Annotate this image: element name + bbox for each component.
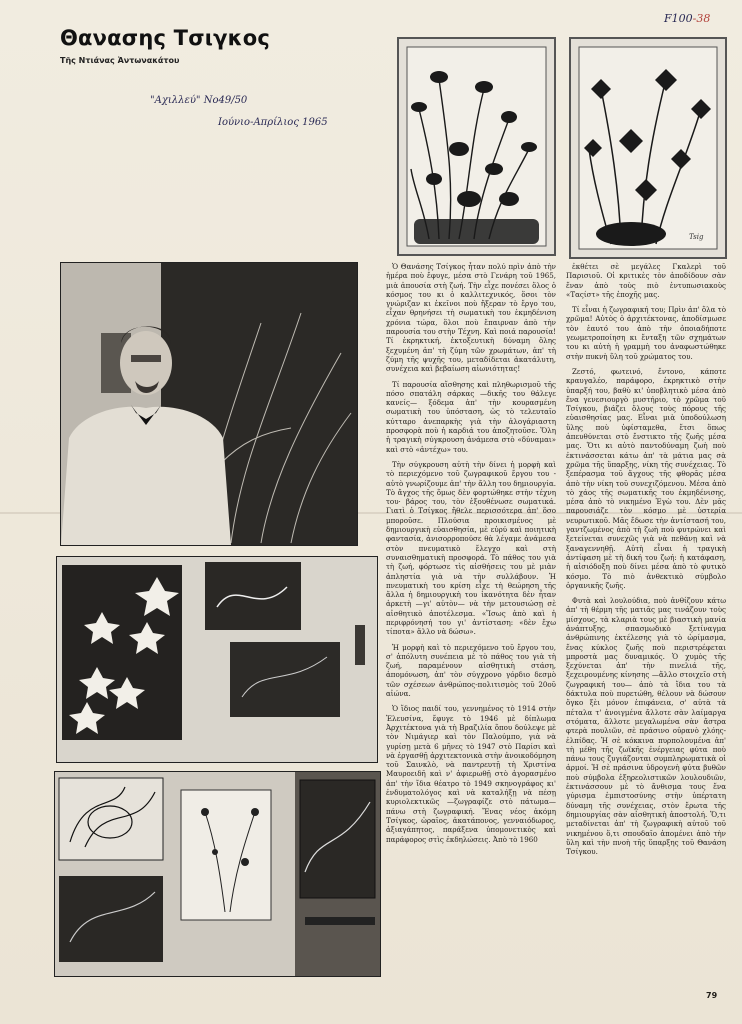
article-column-1	[386, 262, 556, 992]
article-paragraph: Τὴν σύγκρουση αὐτὴ τὴν δίνει ἡ μορφὴ καὶ τὸ περιεχόμενο τοῦ ζωγραφικοῦ ἔργου του - αὐτὸ γνωρίζουμε ἀπ' τὴν ἄλλη του δημιουργία. Τὸ ἄγχος τῆς ὅμως δὲν φορτώθηκε στὴν τέχνη του· βάρος του, τὸν ἐξουθένωσε σωματικά. Γιατὶ ὁ Τσίγκος ἤθελε περισσότερα ἀπ' ὅσο μποροῦσε. Πλούσια προικισμένος μὲ δημιουργικὴ εὐαισθησία, μὲ εὐρύ καὶ ποιητικὴ φαντασία, ἀνισορροπούσε θὰ λέγαμε ἀνάμεσα στὸν πνευματικὸ ἔλεγχο καὶ στὴ συναισθηματικὴ προσφορά. Τὸ πάθος του γιὰ τὴ ζωή, φόρτωσε τὶς αἰσθήσεις του μὲ μιὰν ἀπληστία γιὰ νὰ τὴν συλλάβουν. Ἡ πνευματικὴ του κρίση εἶχε τὴ θεώρηση τῆς ἄλλα ἡ δημιουργικὴ του ἱκανότητα δὲν ἦταν ἀρκετὴ —γι' αὐτὸν— νὰ τὴν μετουσιώσῃ σὲ αἰσθητικὸ ἀποτέλεσμα. «Ἴσως ἀπὸ καὶ ἡ περιφρόνησή του γι' ἀντίσταση: «δὲν ἔχω τίποτα» ἄλλο νὰ δώσω».	[386, 459, 556, 637]
article-paragraph: Φυτὰ καὶ λουλούδια, ποὺ ἀνθίζουν κάτω ἀπ' τὴ θέρμη τῆς ματιᾶς μας τινάζουν τοὺς μίσχους, τὰ κλαριὰ τους μὲ βιαστικὴ μανία ἀνάπτυξης, σπασμωδικὸ ξετίναγμα ἀνθρώπινης ἐκτέλεσης γιὰ τὸ ὡρίμασμα, ἕνας κύκλος ζωῆς ποὺ περιστρέφεται μπροστὰ μας δυναμικός. Ὁ χυμὸς τῆς ξεχύνεται ἀπ' τὴν πινελιά τῆς, ξεχειρουμένης κίνησης —ἄλλο στοιχεῖο στὴ ζωγραφική του— ἀπὸ τὰ ἴδια του τὰ δάκτυλα ποὺ πυρετώθη, θέλουν νὰ δώσουν ὄγκο ξὲι μόνον ἐπιφάνεια, σ' αὐτὰ τὰ πέταλα τ' ἀνοιγμένα ἄλλοτε σὰν λαίμαργα στόματα, ἄλλοτε μεγαλωμένα σὰν ἄστρα φτερὰ πουλιῶν, σὲ πράσινο οὐρανὸ χλόης-ἐλπίδας. Ἡ σὲ κόκκινα πυρπολουμένα ἀπ' τὴ μέθη τῆς ζωϊκῆς ἐνέργειας φύτα ποὺ πάνω τους ζυγιάζονται συμπληρωματικὰ οἱ ἀρμοί. Ἡ σὲ πράσινα ὑδρογενὴ φύτα βυθῶν ποὺ σύμβολα ἐξηρεολιστικῶν λουλουδιῶν, ἐκτινάσσουν μὲ τὸ ἄνθισμα τους ἕνα γύρισμα ἐμπιστοσύνης στὴν ὑπέρτατη δύναμη τῆς συνέχειας, στὸν ἔρωτα τῆς δημιουργίας σὰν αἰσθητικὴ ἀποστολή. Ὅ,τι μεταδίνεται ἀπ' τὴ ζωγραφικὴ αὐτοῦ τοῦ νικημένου ὅ,τι σπουδαῖο ἀπομένει ἀπὸ τὴν ὕλη καὶ τὴν πνοὴ τῆς ὕπαρξης τοῦ Θανάση Τσίγκου.	[566, 596, 726, 857]
article-paragraph: Ὁ ἴδιος παιδί του, γεννημένος τὸ 1914 στὴν Ἐλευσίνα, ἔφυγε τὸ 1946 μὲ δίπλωμα Ἀρχιτέκτονα γιὰ τὴ Βραζιλία ὅπου δούλεψε μὲ τὸν Νιμάγιερ καὶ τὸν Παλούμπο, γιὰ νὰ γυρίσῃ μετὰ 6 μῆνες τὸ 1947 στὸ Παρίσι καὶ νὰ ἐργασθῇ ἀρχιτεκτονικὰ στὴν ἀνοικοδόμηση τοῦ Σαινκλὸ, νὰ παντρευτῇ τὴ Χριστίνα Μαυροειδῆ καὶ ν' ἀφιερωθῇ στὸ ἀγορασμένο ἀπ' τὴν ἴδια θέατρο τὸ 1949 σκηνογράφος κι' ἐνδυματολόγος καὶ νὰ καταλήξῃ νὰ πέσῃ κυριολεκτικῶς —ζωγραφίζε στὸ πάτωμα— πάνω στὴ ζωγραφική. Ἔνας νέος ἀκόμη Τσίγκος, ὡραῖος, ἀκατάπονος, γενναιόδωρος, ἀξιαγάπητος, παράξενα ὑπομονετικὸς καὶ παράφορος στὶς ἐκδηλώσεις. Ἀπὸ τὸ 1960	[386, 704, 556, 844]
exhibition-photo-middle	[56, 556, 378, 763]
artist-portrait-image	[61, 263, 357, 545]
article-paragraph: Ζεστό, φωτεινό, ἔντονο, κάποτε κραυγαλέο, παράφορο, ἐκρηκτικὸ στὴν ὑπαρξή του, βαθὺ κι' ὑποβλητικὸ μέσα ἀπὸ ἕνα γενεσιουργὸ μυστήριο, τὸ χρῶμα τοῦ Τσίγκου, βιάζει ὅλους τοὺς πόρους τῆς εὐαισθησίας μας. Εἶναι μιὰ ὑποδούλωση ὕλης ποὺ ὑφίσταμεθα, ἔτσι ὅπως ἀπευθύνεται στὸ ἔνστικτο τῆς ζωῆς μέσα μας. Ὅτι κι αὐτὸ παντοδύναμη ζωὴ ποὺ ἐκτινάσσεται κάτω ἀπ' τὰ μάτια μας σὰ χρῶμα τῆς ὕπαρξης, νίκη τῆς συνέχειας. Τὸ ξεπέρασμα τοῦ ἄγχους τῆς φθορᾶς μέσα ἀπὸ τὴν νίκη τοῦ συνεχιζόμενου. Μέσα ἀπὸ τὸ χάος τῆς σωματικῆς του ἐκμηδένισης, μέσα ἀπὸ τὸ νικημένο Ἐγὼ του. Δὲν μᾶς παρουσιάζε τὸν κόσμο μὲ ὑστερία νευρωτικοῦ. Μᾶς ἔδωσε τὴν ἀντίστασή του, γαντζωμένος ἀπὸ τὴ ζωὴ ποὺ φυτρώνει καὶ ξετείνεται συνεχῶς γιὰ νὰ πεθάνῃ καὶ νὰ ξαναγεννηθῇ. Αὐτὴ εἶναι ἡ τραγικὴ ἀντίφαση μὲ τὴ δική του ζωή: ἡ κατάφαση, ἡ αἰσιόδοξη ποὺ δίνει μέσα ἀπὸ τὸ φυτικὸ κόσμο. Τὸ πιὸ ἀνθεκτικὸ σύμβολο ὀργανικῆς ζωῆς.	[566, 366, 726, 590]
exhibition-photo-bottom	[54, 771, 381, 977]
article-paragraph: Ἡ μορφὴ καὶ τὸ περιεχόμενο τοῦ ἔργου του, σ' ἀπόλυτη συνέπεια μὲ τὸ πάθος του γιὰ τὴ ζωή, παραμένουν αἰσθητικὴ στάση, ἀπομόνωση, ἀπ' τὸν σύγχρονο γόρδιο δεσμὸ τῶν σχέσεων ἀνθρώπος-πολιτισμὸς τοῦ 20οῦ αἰώνα.	[386, 642, 556, 699]
artist-portrait-photo	[60, 262, 358, 546]
painting-signature: Tsig	[689, 233, 704, 241]
flower-painting-left	[399, 39, 554, 254]
article-paragraph: Τί εἶναι ἡ ζωγραφική του; Πρὶν ἀπ' ὅλα τὸ χρῶμα! Αὐτὸς ὁ ἀρχιτέκτονας, ἀποδίσμωσε τὸν ἑαυτό του ἀπὸ τὴν ὁποιαδήποτε γεωμετροποίηση κι ἔνταξη τῶν σχημάτων του κι αὐτὴ ἡ γραμμὴ του ἀναφωστώθηκε στὴν πυκνὴ ὕλη τοῦ χρώματος του.	[566, 305, 726, 361]
exhibition-bottom-image	[55, 772, 380, 976]
article-paragraph: ἐκθέτει σὲ μεγάλες Γκαλερὶ τοῦ Παρισιοῦ. Οἱ κριτικὲς τὸν ἀποδίδουν σὰν ἕναν ἀπὸ τοὺς πιὸ ἐντυπωσιακοὺς «Ταςίστ» τῆς ἐποχῆς μας.	[566, 262, 726, 299]
handwritten-note-issue: "Αχιλλεύ" Νο49/50	[150, 95, 248, 106]
article-paragraph: Ὁ Θανάσης Τσίγκος ἦταν πολύ πρὶν ἀπὸ τὴν ἡμέρα ποὺ ἔφυγε, μέσα στὸ Γενάρη τοῦ 1965, μιὰ ἀπουσία στὴ ζωή. Τὴν εἶχε πονέσει ὅλος ὁ κόσμος του κι ὁ καλλιτεχνικός, ὅσοι τὸν γνώριζαν κι ἐκεῖνοι ποὺ ἤξεραν τὸ ἔργο του, εἶχαν θρηνήσει τὴ σωματικὴ του ἐκμηδένιση χρόνια τώρα, ὅλοι ποὺ ἔπαιρναν ἀπὸ τὴν παρουσία του στὴν Τέχνη. Καὶ ποιά παρουσία! Τί ἐκρηκτική, ἐκτοξευτικὴ δύναμη ὅλης ξεχυμένη ἀπ' τὴ ζύμη τῶν χρωμάτων, ἀπ' τὴ ζύμη τῆς ψυχῆς του, μεταδίδεται ἀκατάλυτη, συνέχεια καὶ βεβαίωση αἰωνιότητας!	[386, 262, 556, 374]
handwritten-reference	[664, 12, 710, 25]
article-column-2	[566, 262, 726, 962]
page-number: 79	[706, 991, 718, 1000]
article-byline: Τῆς Ντιάνας Ἀντωνακάτου	[60, 56, 180, 65]
painting-reproduction-right	[569, 37, 727, 259]
handwritten-reference-code: F100	[664, 12, 693, 25]
handwritten-reference-number: -38	[692, 12, 711, 25]
exhibition-middle-image	[57, 557, 377, 762]
flower-painting-right	[571, 39, 725, 257]
article-title: Θανασης Τσιγκος	[60, 26, 271, 50]
article-paragraph: Τί παρουσία αἴσθησης καὶ πληθωρισμοῦ τῆς πόσο σπατάλη σάρκας —δικῆς του θάλεγε κανείς— ξόδεμα ἀπ' τὴν κουρασμένη σωματικὴ του ὑπόσταση, ὡς τὸ τελευταῖο κύτταρο ἀνεπαρκὴς γιὰ τὴν ἀλογάριαστη προσφορὰ ποὺ ἡ καρδιά του ἀποζητοῦσε. Ὅλη ἡ τραγικὴ σύγκρουση ἀνάμεσα στὸ «δύναμαι» καὶ στὸ «ἀντέχω» του.	[386, 379, 556, 454]
handwritten-note-date: Ιούνιο-Απρίλιος 1965	[218, 117, 328, 128]
painting-reproduction-left	[397, 37, 556, 256]
